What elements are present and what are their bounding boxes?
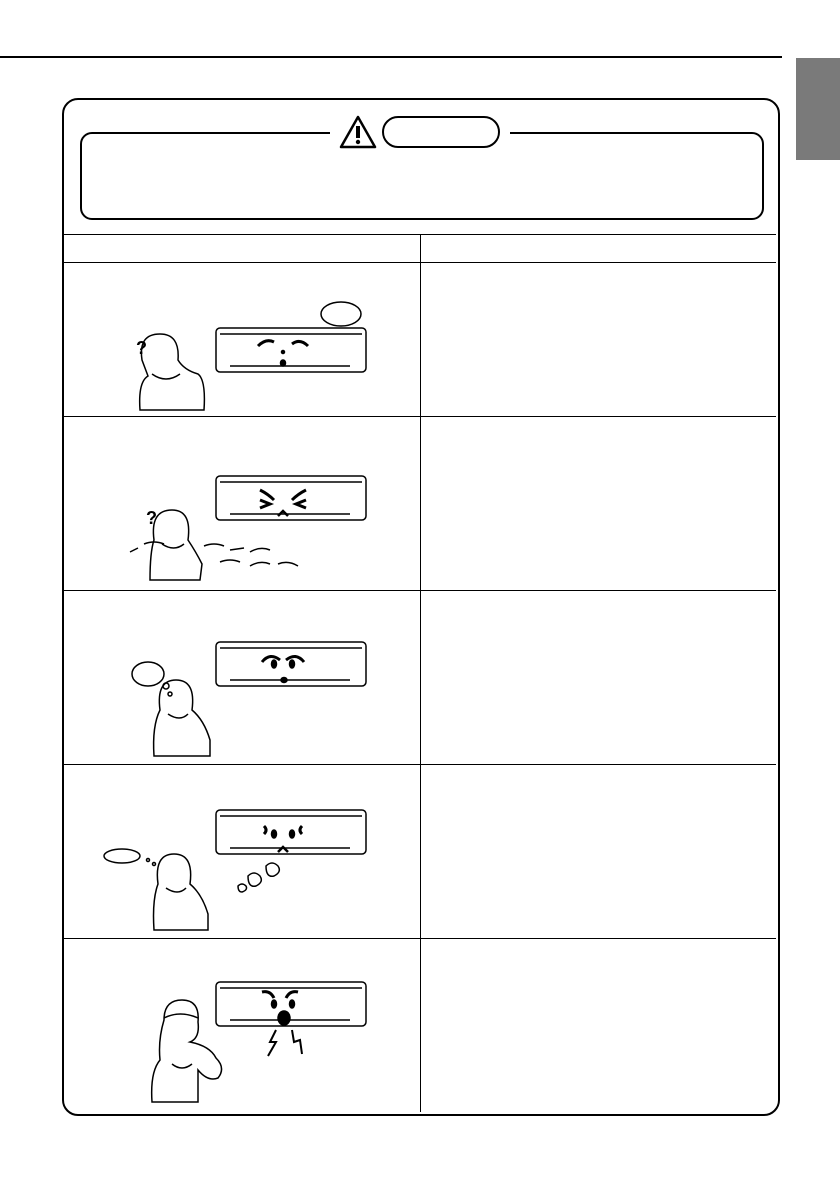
remedy-header — [430, 236, 760, 262]
noise-unit-icon — [80, 972, 400, 1106]
header-rule — [0, 56, 782, 58]
caution-label — [382, 116, 500, 148]
column-divider — [420, 234, 421, 1112]
svg-text:?: ? — [136, 338, 147, 358]
odor-unit-icon — [80, 630, 400, 760]
section-tab — [796, 58, 840, 160]
puzzled-woman-unit-icon — [80, 290, 400, 414]
condition-header — [80, 236, 410, 262]
svg-text:?: ? — [146, 508, 157, 528]
cold-draft-unit-icon — [80, 460, 400, 584]
mist-unit-icon — [80, 800, 400, 934]
warning-triangle-icon — [338, 114, 378, 150]
